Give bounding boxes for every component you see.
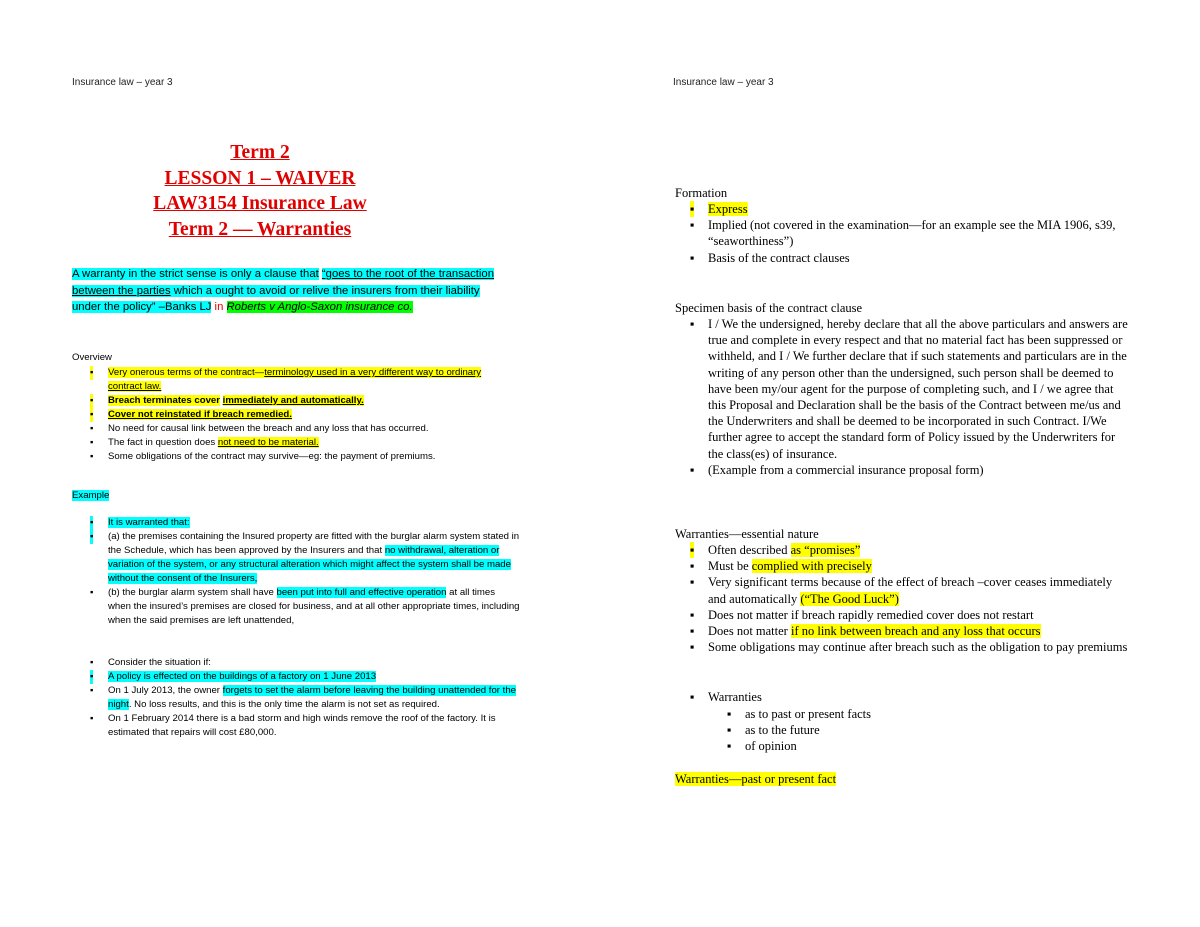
list-item: ▪ as to the future <box>727 723 820 738</box>
formation-label: Formation <box>675 186 728 200</box>
situation-list <box>90 656 520 740</box>
list-item: ▪ I / We the undersigned, hereby declare that all the above particulars and answers are true and complete in every respect and that no material fact has been suppressed or withheld, and I / We further declare that if such statements and particulars are in the writing of any person other than the undersigned, such person shall be deemed to have been my/our agent for the purpose of completing such, and I / we agree that this Proposal and Declaration shall be the basis of the Contract between me/us and the Underwriters and shall be deemed to be incorporated in such Contract. I/We further agree to accept the standard form of Policy issued by the Underwriters for the class(es) of insurance. <box>690 317 1128 461</box>
page-header: Insurance law – year 3 <box>673 77 774 88</box>
example-label: Example <box>72 490 110 501</box>
title-line-1: Term 2 <box>230 142 290 163</box>
lesson-title <box>70 140 450 242</box>
list-item: ▪ of opinion <box>727 739 797 754</box>
list-item: ▪ Implied (not covered in the examination—for an example see the MIA 1906, s39, “seaworthiness”) <box>690 218 1116 249</box>
specimen-list <box>690 316 1130 478</box>
title-line-3: LAW3154 Insurance Law <box>153 193 367 214</box>
list-item: ▪ No need for causal link between the breach and any loss that has occurred. <box>90 423 429 434</box>
list-item: ▪ Must be complied with precisely <box>690 559 872 574</box>
past-present-heading: Warranties—past or present fact <box>675 772 837 786</box>
list-item: ▪ Some obligations of the contract may survive—eg: the payment of premiums. <box>90 451 436 462</box>
essential-nature-label: Warranties—essential nature <box>675 527 819 541</box>
essential-nature-list <box>690 542 1130 655</box>
list-item: ▪ Express <box>690 202 748 216</box>
list-item: ▪ Warranties <box>690 690 762 704</box>
list-item: ▪ Cover not reinstated if breach remedied. <box>90 409 292 420</box>
list-item: ▪ A policy is effected on the buildings of a factory on 1 June 2013 <box>90 671 377 682</box>
title-line-4: Term 2 — Warranties <box>168 218 352 240</box>
list-item: ▪ Consider the situation if: <box>90 657 211 668</box>
formation-list <box>690 201 1130 266</box>
list-item: ▪ Very onerous terms of the contract—terminology used in a very different way to ordinary contract law. <box>90 367 482 392</box>
list-item: ▪ Breach terminates cover immediately and automatically. <box>90 395 364 406</box>
page-header: Insurance law – year 3 <box>72 77 173 88</box>
overview-label: Overview <box>72 352 112 363</box>
specimen-label: Specimen basis of the contract clause <box>675 301 863 315</box>
list-item: ▪ Does not matter if no link between breach and any loss that occurs <box>690 624 1041 639</box>
overview-list <box>90 366 510 464</box>
warranties-sublist <box>727 706 1127 755</box>
list-item: ▪ It is warranted that: <box>90 517 190 528</box>
list-item: ▪ On 1 July 2013, the owner forgets to set the alarm before leaving the building unattended for the night. No loss results, and this is the only time the alarm is not set as required. <box>90 685 517 710</box>
list-item: ▪ as to past or present facts <box>727 707 872 721</box>
list-item: ▪ Basis of the contract clauses <box>690 250 850 265</box>
title-line-2: LESSON 1 – WAIVER <box>164 167 356 189</box>
warranty-definition: A warranty in the strict sense is only a clause that “goes to the root of the transaction between the parties which a ought to avoid or relive the insurers from their liability under the policy” –Banks LJ in Roberts v Anglo-Saxon insurance co. <box>72 268 494 313</box>
case-citation: Roberts v Anglo-Saxon insurance co. <box>226 301 413 313</box>
example-list <box>90 516 520 628</box>
list-item: ▪ Very significant terms because of the effect of breach –cover ceases immediately and automatically (“The Good Luck”) <box>690 575 1113 606</box>
list-item: ▪ Does not matter if breach rapidly remedied cover does not restart <box>690 607 1034 622</box>
list-item: ▪ (Example from a commercial insurance proposal form) <box>690 462 984 477</box>
list-item: ▪ The fact in question does not need to be material. <box>90 437 319 448</box>
warranties-list <box>690 689 1130 705</box>
list-item: ▪ On 1 February 2014 there is a bad storm and high winds remove the roof of the factory. It is estimated that repairs will cost £80,000. <box>90 713 496 738</box>
list-item: ▪ Often described as “promises” <box>690 543 861 557</box>
list-item: ▪ (a) the premises containing the Insured property are fitted with the burglar alarm system stated in the Schedule, which has been approved by the Insurers and that no withdrawal, alteration or variation of the system, or any structural alteration which might affect the system shall be made without the consent of the Insurers, <box>90 531 520 584</box>
list-item: ▪ (b) the burglar alarm system shall have been put into full and effective operation at all times when the insured’s premises are closed for business, and at all other appropriate times, including when the said premises are left unattended, <box>90 587 520 626</box>
list-item: ▪ Some obligations may continue after breach such as the obligation to pay premiums <box>690 640 1128 655</box>
